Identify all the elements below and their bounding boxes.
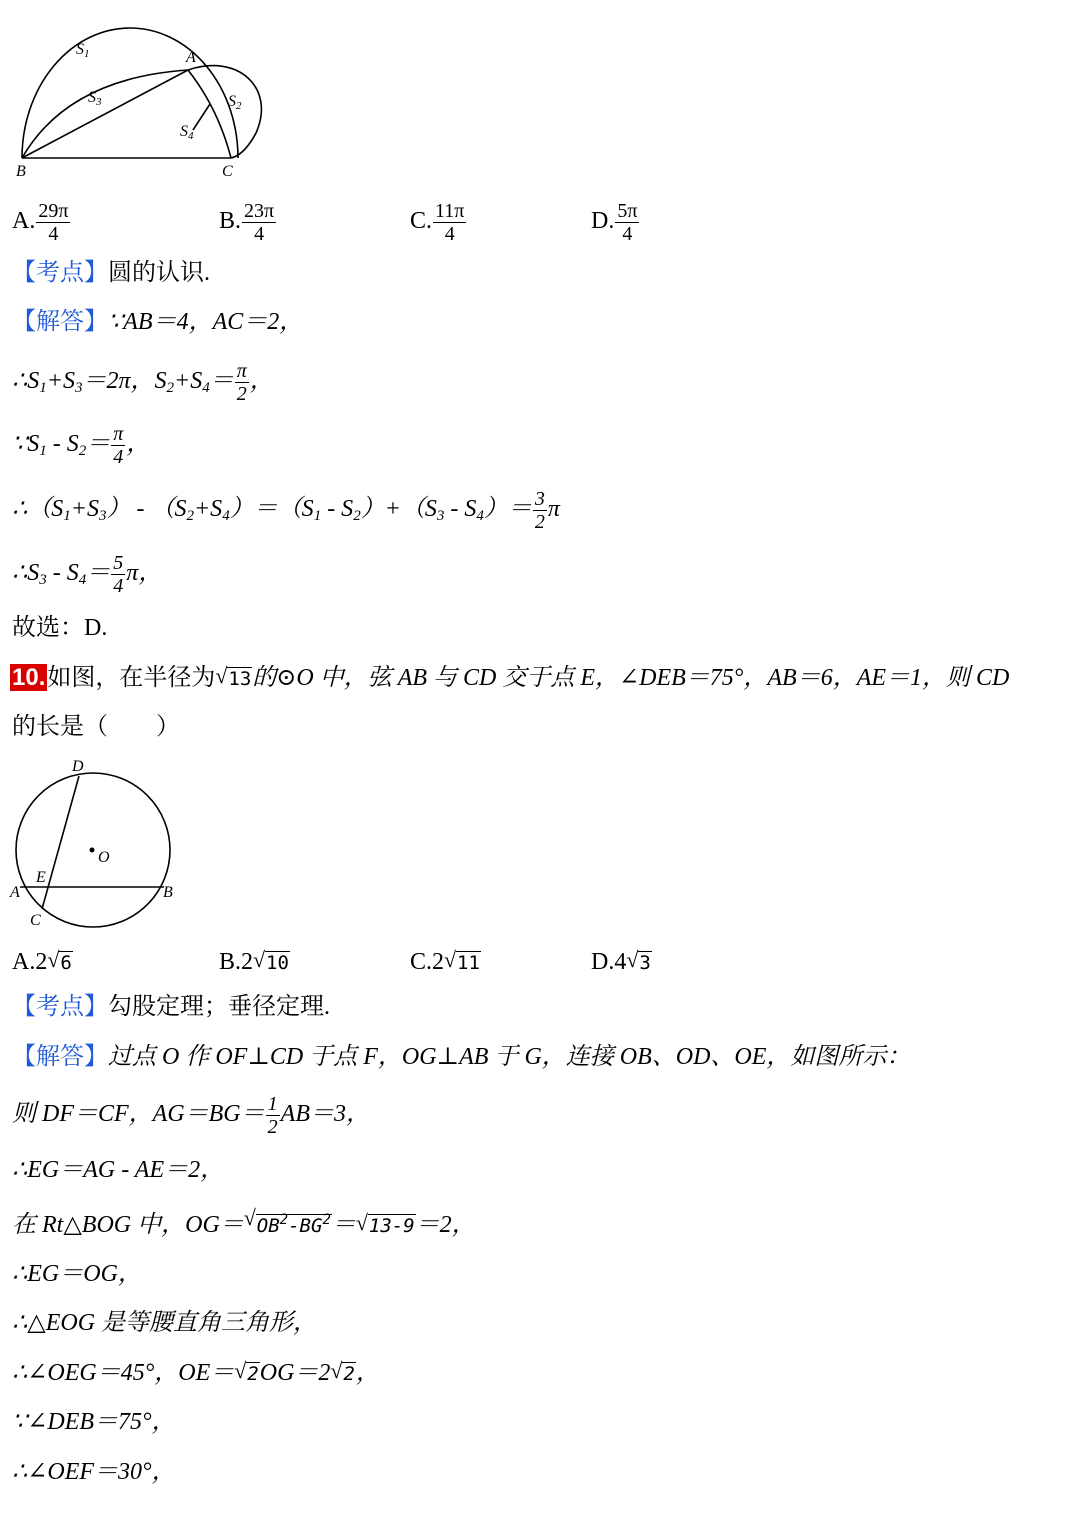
q10-line1: 则 DF＝CF，AG＝BG＝ $\frac{1}{2}$ AB＝3， (12, 1093, 370, 1138)
label-A: A (10, 884, 20, 901)
label-A: A (186, 49, 196, 66)
q10-line7: ∵∠DEB＝75°， (12, 1409, 176, 1435)
q9-option-b[interactable]: B. $\frac{23\pi}{4}$ (219, 200, 275, 245)
q9-line4: $\therefore(S_1+S_3) - (S_2+S_4)=(S_1 - S_2)+(S_3 - S_4)=$ $\frac{3}{2}$ π (12, 488, 560, 533)
q9-option-a[interactable]: A. $\frac{29\pi}{4}$ (12, 200, 69, 245)
q9-jieda: 【解答】∵AB＝4，AC＝2， (12, 309, 304, 335)
question-number: 10. (12, 664, 46, 691)
label-S1: S1 (76, 41, 90, 60)
q10-stem: 10.如图，在半径为√ 13的⊙O 中，弦 AB 与 CD 交于点 E，∠DEB＝75°，AB＝6，AE＝1，则 CD (10, 663, 1009, 694)
q10-option-b[interactable]: B.2√ 10 (219, 947, 290, 978)
label-B: B (16, 163, 26, 180)
figure-circle (6, 752, 196, 932)
label-S4: S4 (180, 123, 194, 142)
label-B: B (163, 884, 173, 901)
q9-line5: $\therefore S_3 - S_4=$ $\frac{5}{4}$ π， (12, 552, 163, 597)
q9-option-d[interactable]: D. $\frac{5\pi}{4}$ (591, 200, 638, 245)
label-S3: S3 (88, 89, 102, 108)
q10-line5: ∴△EOG 是等腰直角三角形， (12, 1310, 318, 1336)
label-C: C (222, 163, 233, 180)
q9-kaodian: 【考点】圆的认识. (12, 260, 210, 286)
q10-line2: ∴EG＝AG - AE＝2， (12, 1157, 225, 1183)
label-D: D (72, 758, 84, 775)
q10-option-a[interactable]: A.2√ 6 (12, 947, 73, 978)
q10-stem-2: 的长是（ ） (12, 714, 180, 740)
q9-answer: 故选：D. (12, 615, 108, 641)
q10-line6: ∴∠OEG＝45°，OE＝√ 2OG＝2√ 2， (12, 1358, 380, 1389)
q10-option-d[interactable]: D.4√ 3 (591, 947, 652, 978)
q10-line8: ∴∠OEF＝30°， (12, 1459, 176, 1485)
label-S2: S2 (228, 93, 242, 112)
q10-option-c[interactable]: C.2√ 11 (410, 947, 481, 978)
figure-semicircles (8, 18, 278, 183)
q9-line2: $\therefore S_1+S_3=2\pi$，$S_2+S_4=$ $\frac{\pi}{2}$ ， (12, 360, 274, 405)
label-E: E (36, 869, 46, 886)
label-C: C (30, 912, 41, 929)
q10-line4: ∴EG＝OG， (12, 1261, 142, 1287)
q10-jieda: 【解答】过点 O 作 OF⊥CD 于点 F，OG⊥AB 于 G，连接 OB、OD、OE，如图所示： (12, 1044, 911, 1070)
label-O: O (98, 849, 110, 866)
q10-line3: 在 Rt△BOG 中，OG＝√ $OB^2-BG^2=√$ 13-9＝2， (12, 1205, 476, 1241)
q9-line3: $\because S_1 - S_2=$ $\frac{\pi}{4}$ ， (12, 423, 151, 468)
q10-kaodian: 【考点】勾股定理；垂径定理. (12, 994, 330, 1020)
q9-option-c[interactable]: C. $\frac{11\pi}{4}$ (410, 200, 465, 245)
